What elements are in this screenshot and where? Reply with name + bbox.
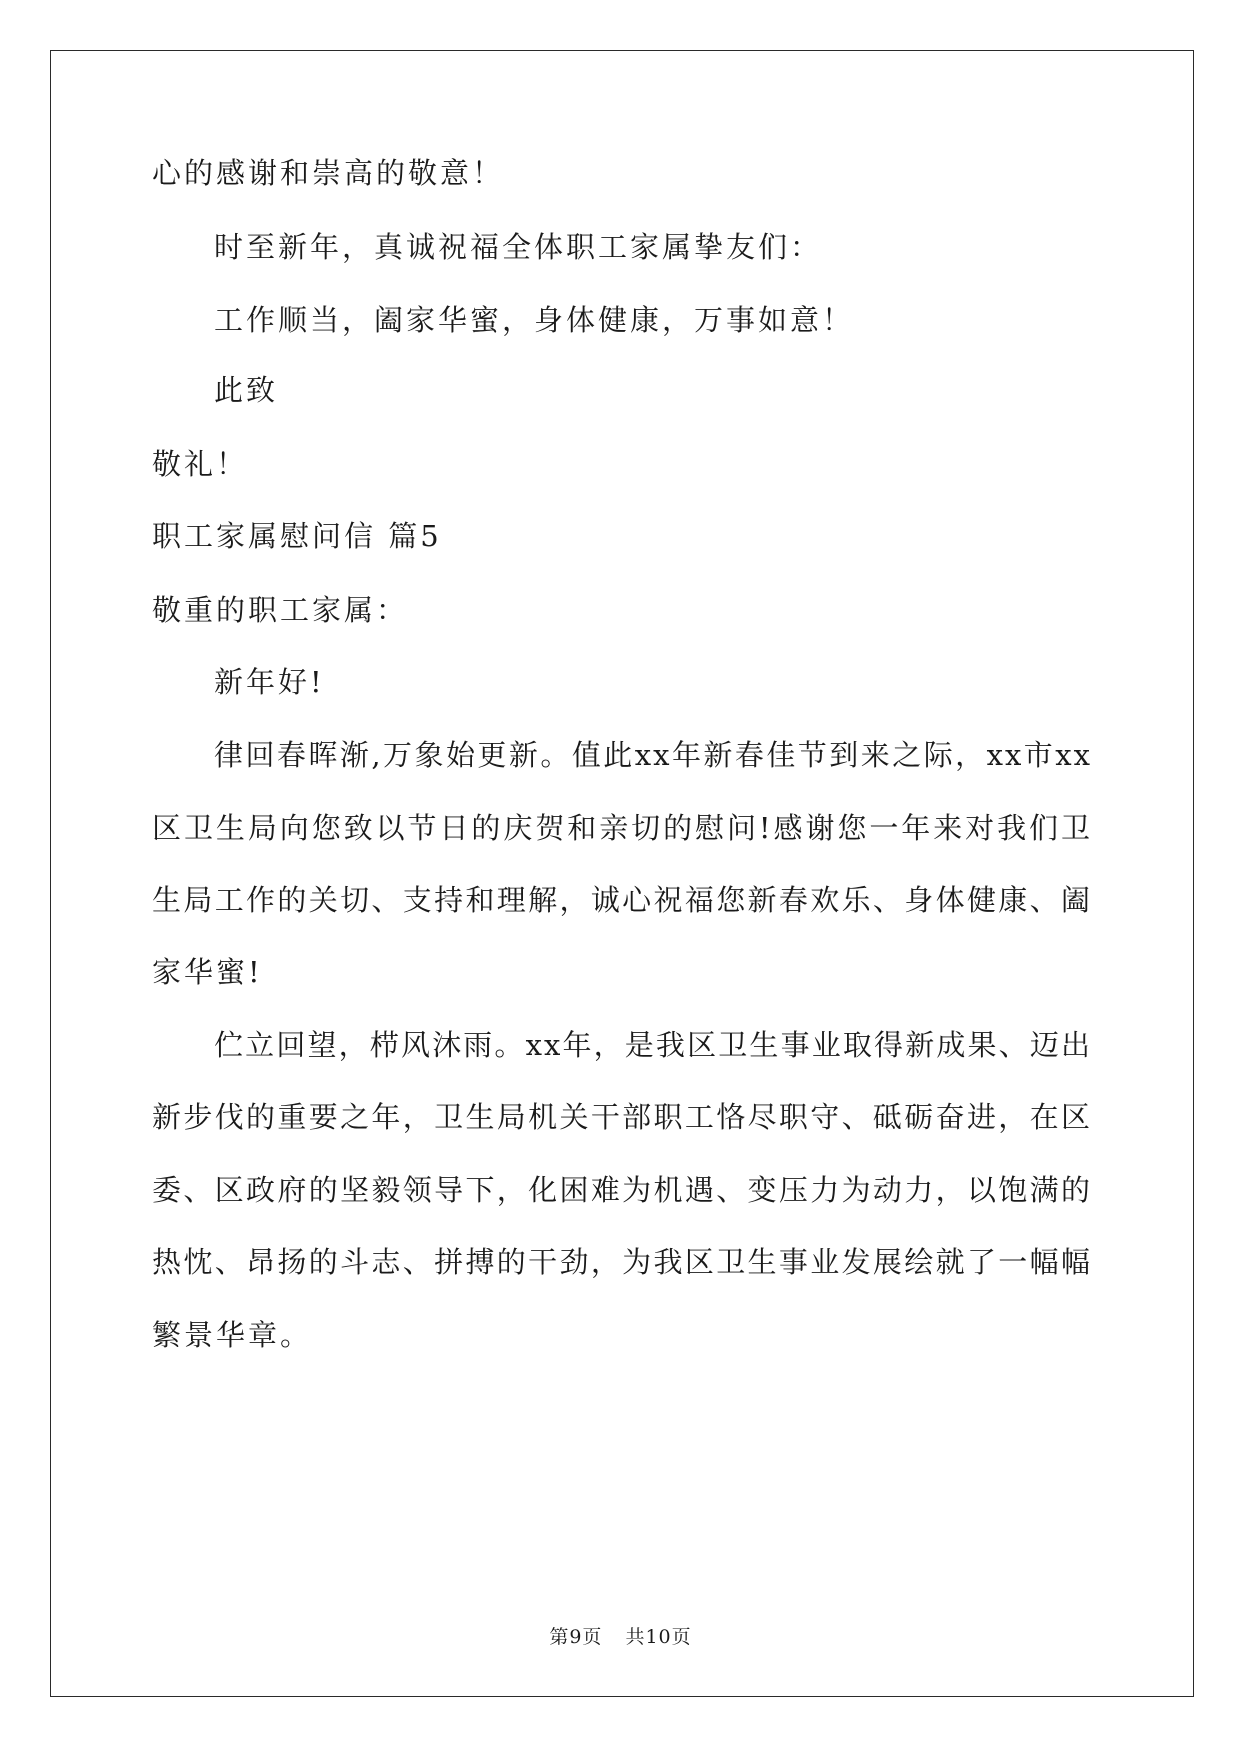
- salutation: 敬重的职工家属：: [152, 593, 409, 627]
- greeting: 新年好!: [214, 665, 325, 699]
- page-border: [50, 50, 1194, 1697]
- text-line: 区卫生局向您致以节日的庆贺和亲切的慰问!感谢您一年来对我们卫: [152, 811, 1092, 845]
- text-line: 伫立回望，栉风沐雨。xx年，是我区卫生事业取得新成果、迈出: [214, 1028, 1092, 1062]
- text-line: 委、区政府的坚毅领导下，化困难为机遇、变压力为动力，以饱满的: [152, 1173, 1092, 1207]
- text-line: 新步伐的重要之年，卫生局机关干部职工恪尽职守、砥砺奋进，在区: [152, 1100, 1092, 1134]
- section-heading: 职工家属慰问信 篇5: [152, 519, 442, 553]
- text-line: 繁景华章。: [152, 1318, 313, 1352]
- text-line: 生局工作的关切、支持和理解，诚心祝福您新春欢乐、身体健康、阖: [152, 883, 1092, 917]
- text-line: 心的感谢和崇高的敬意！: [152, 156, 505, 190]
- text-line: 律回春晖渐,万象始更新。值此xx年新春佳节到来之际，xx市xx: [214, 738, 1092, 772]
- text-line: 家华蜜!: [152, 955, 263, 989]
- page-number-total: 共10页: [625, 1626, 692, 1648]
- text-line: 热忱、昂扬的斗志、拼搏的干劲，为我区卫生事业发展绘就了一幅幅: [152, 1245, 1092, 1279]
- text-line: 此致: [214, 373, 279, 407]
- page-number-current: 第9页: [549, 1626, 603, 1648]
- text-line: 时至新年，真诚祝福全体职工家属挚友们：: [214, 230, 823, 264]
- text-line: 敬礼！: [152, 447, 249, 481]
- text-line: 工作顺当，阖家华蜜，身体健康，万事如意！: [214, 303, 855, 337]
- page-footer: [0, 1622, 1241, 1649]
